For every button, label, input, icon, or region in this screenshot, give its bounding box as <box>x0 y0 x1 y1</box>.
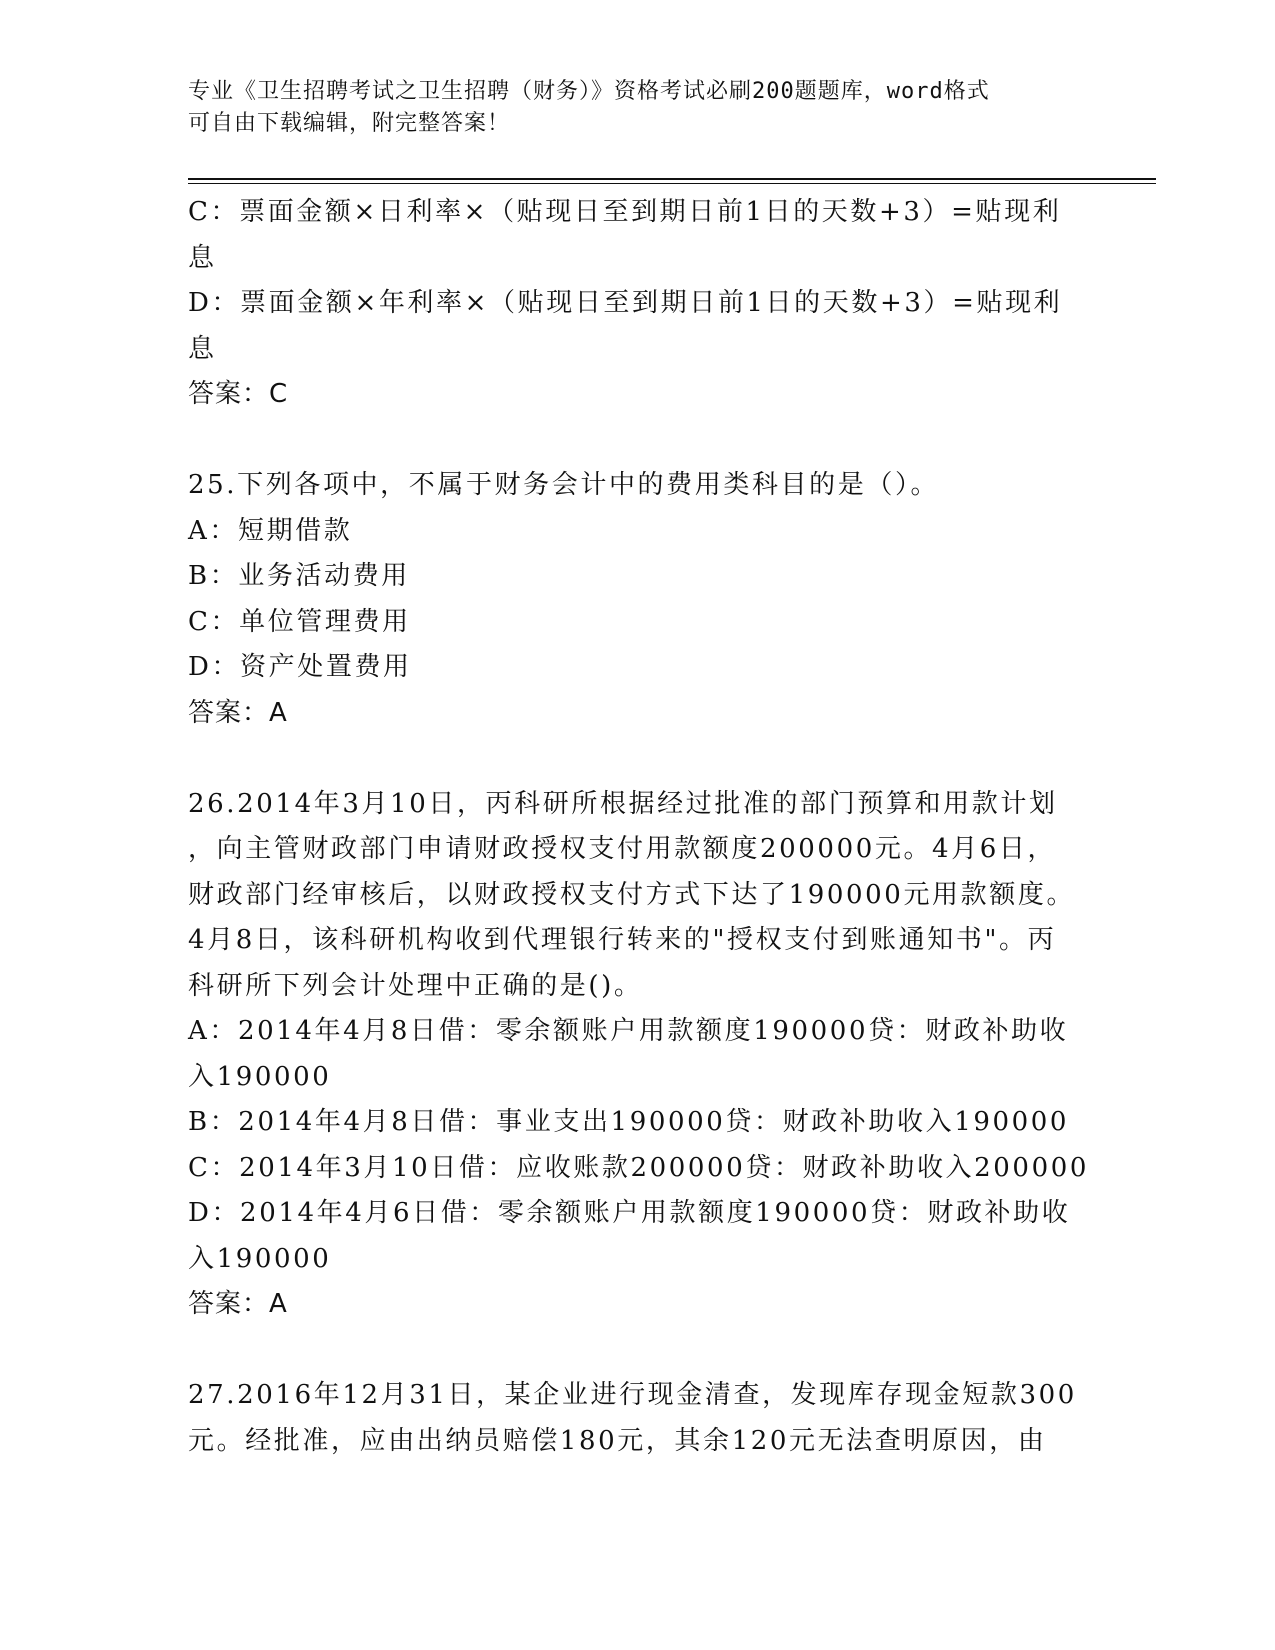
option-c-line-2: 息 <box>188 242 217 273</box>
header-title-line-2: 可自由下载编辑，附完整答案！ <box>188 111 511 136</box>
answer-line: 答案：C <box>188 379 289 409</box>
option-d-line-1: D：2014年4月6日借：零余额账户用款额度190000贷：财政补助收 <box>188 1198 1071 1228</box>
question-27 <box>188 1373 1088 1464</box>
answer-line: 答案：A <box>188 697 288 728</box>
option-b: B：业务活动费用 <box>188 561 410 591</box>
header-rule-thin <box>188 183 1156 184</box>
option-b: B：2014年4月8日借：事业支出190000贷：财政补助收入190000 <box>188 1107 1070 1137</box>
option-a-line-1: A：2014年4月8日借：零余额账户用款额度190000贷：财政补助收 <box>188 1016 1069 1046</box>
question-stem-line-2: ，向主管财政部门申请财政授权支付用款额度200000元。4月6日， <box>188 834 1057 864</box>
option-d-line-1: D：票面金额×年利率×（贴现日至到期日前1日的天数+3）=贴现利 <box>188 288 1063 318</box>
question-stem-line-5: 科研所下列会计处理中正确的是()。 <box>188 970 643 1001</box>
question-stem-line-2: 元。经批准，应由出纳员赔偿180元，其余120元无法查明原因，由 <box>188 1425 1047 1456</box>
option-d-line-2: 息 <box>188 333 217 364</box>
option-a-line-2: 入190000 <box>188 1061 332 1092</box>
question-stem-line-4: 4月8日，该科研机构收到代理银行转来的"授权支付到账通知书"。丙 <box>188 925 1057 955</box>
question-25 <box>188 463 1088 736</box>
question-stem-line-3: 财政部门经审核后，以财政授权支付方式下达了190000元用款额度。 <box>188 879 1076 910</box>
question-stem: 25.下列各项中，不属于财务会计中的费用类科目的是（）。 <box>188 470 940 500</box>
option-c: C：2014年3月10日借：应收账款200000贷：财政补助收入200000 <box>188 1152 1089 1183</box>
header-title-line-1: 专业《卫生招聘考试之卫生招聘（财务）》资格考试必刷200题题库，word格式 <box>188 79 990 104</box>
option-a: A：短期借款 <box>188 515 353 546</box>
answer-line: 答案：A <box>188 1289 288 1319</box>
document-header <box>188 76 1088 140</box>
option-c: C：单位管理费用 <box>188 606 411 637</box>
option-d-line-2: 入190000 <box>188 1243 332 1274</box>
question-stem-line-1: 26.2014年3月10日，丙科研所根据经过批准的部门预算和用款计划 <box>188 788 1058 819</box>
question-content <box>188 190 1088 1464</box>
option-c-line-1: C：票面金额×日利率×（贴现日至到期日前1日的天数+3）=贴现利 <box>188 197 1062 227</box>
option-d: D：资产处置费用 <box>188 652 412 682</box>
question-24-tail <box>188 190 1088 418</box>
spacer <box>188 418 1088 464</box>
spacer <box>188 736 1088 782</box>
question-26 <box>188 782 1088 1328</box>
header-rule-thick <box>188 178 1156 180</box>
spacer <box>188 1328 1088 1374</box>
question-stem-line-1: 27.2016年12月31日，某企业进行现金清查，发现库存现金短款300 <box>188 1380 1077 1410</box>
